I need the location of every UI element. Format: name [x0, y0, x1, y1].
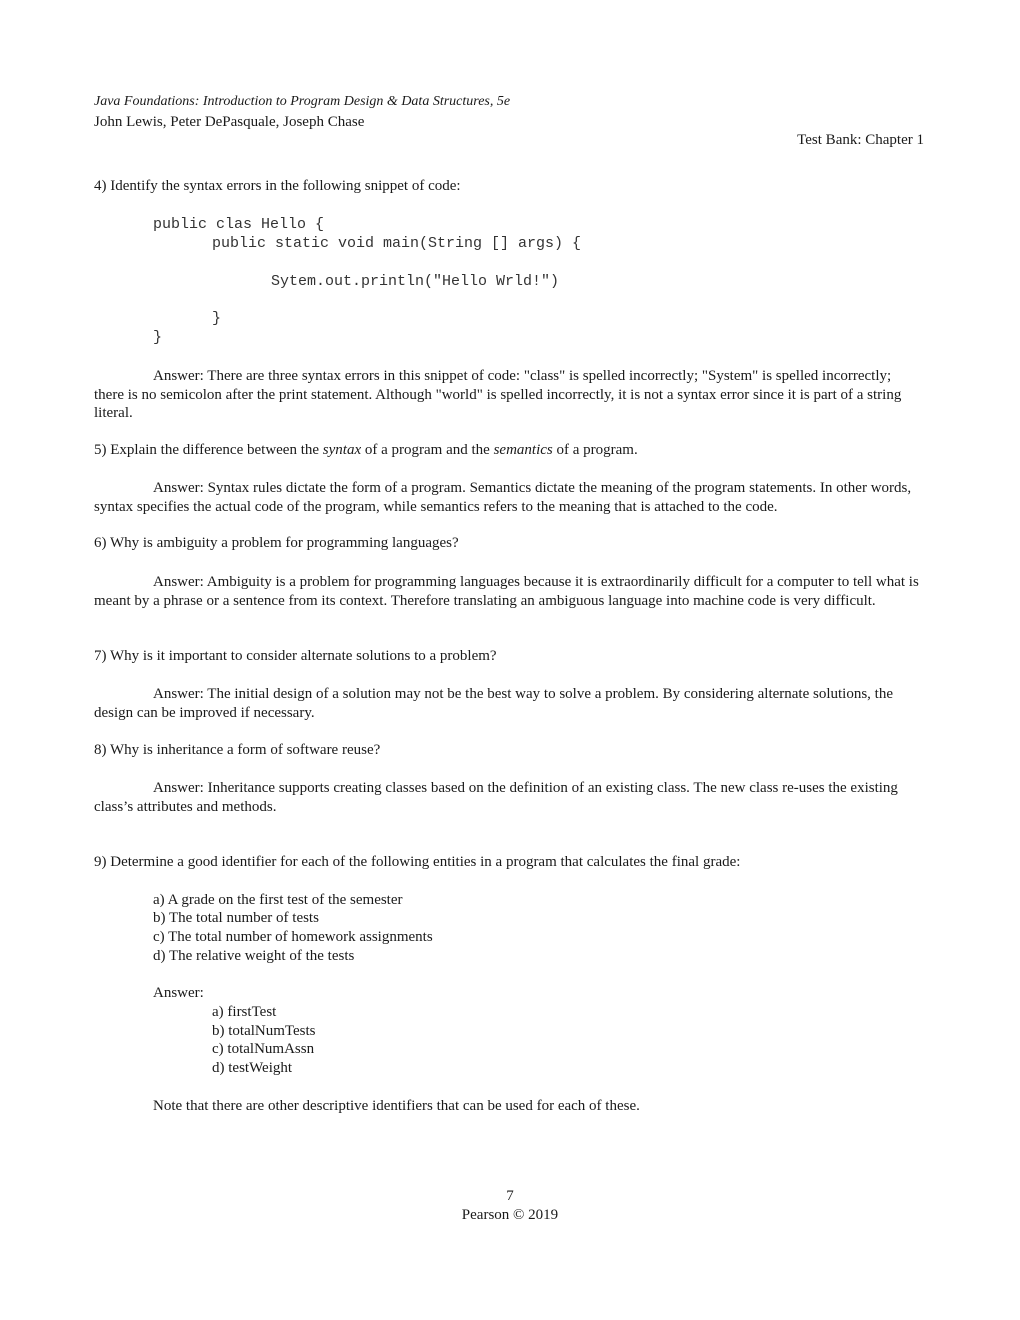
question-4: 4) Identify the syntax errors in the following snippet of code:	[94, 178, 461, 194]
copyright: Pearson © 2019	[461, 1207, 559, 1223]
term-semantics: semantics	[493, 442, 553, 458]
code-line-3: Sytem.out.println("Hello Wrld!")	[271, 273, 560, 290]
list-item: c) The total number of homework assignments	[153, 929, 433, 945]
question-5-mid: of a program and the	[361, 442, 494, 458]
book-title: Java Foundations: Introduction to Program Design & Data Structures, 5e	[94, 94, 511, 109]
answer-8: Answer: Inheritance supports creating classes based on the definition of an existing class. The new class re-uses the existing class’s attributes and methods.	[94, 780, 898, 815]
section-label: Test Bank: Chapter 1	[797, 132, 924, 148]
list-item: d) The relative weight of the tests	[153, 948, 355, 964]
code-line-2: public static void main(String [] args) {	[212, 235, 582, 252]
question-5-pre: 5) Explain the difference between the	[94, 442, 323, 458]
question-5-post: of a program.	[552, 442, 638, 458]
code-line-1: public clas Hello {	[153, 216, 325, 233]
list-item: b) The total number of tests	[153, 910, 319, 926]
answer-9-label: Answer:	[153, 985, 204, 1001]
question-5	[94, 442, 638, 459]
answer-9-note: Note that there are other descriptive identifiers that can be used for each of these.	[153, 1098, 640, 1114]
answer-4: Answer: There are three syntax errors in this snippet of code: "class" is spelled incorrectly; "System" is spelled incorrectly; there is no semicolon after the print statement. Although "world" is spelled incorrectly, it is not a syntax error since it is part of a string literal.	[94, 368, 902, 422]
answer-item: a) firstTest	[212, 1004, 277, 1020]
page-number: 7	[506, 1188, 514, 1204]
question-7: 7) Why is it important to consider alternate solutions to a problem?	[94, 648, 497, 664]
list-item: a) A grade on the first test of the semester	[153, 892, 403, 908]
answer-item: b) totalNumTests	[212, 1023, 316, 1039]
answer-item: d) testWeight	[212, 1060, 293, 1076]
code-line-4: }	[212, 310, 222, 327]
question-6: 6) Why is ambiguity a problem for programming languages?	[94, 535, 459, 551]
book-authors: John Lewis, Peter DePasquale, Joseph Chase	[94, 114, 365, 130]
answer-item: c) totalNumAssn	[212, 1041, 315, 1057]
answer-7: Answer: The initial design of a solution may not be the best way to solve a problem. By considering alternate solutions, the design can be improved if necessary.	[94, 686, 893, 721]
answer-6: Answer: Ambiguity is a problem for programming languages because it is extraordinarily difficult for a computer to tell what is meant by a phrase or a sentence from its context. Therefore translating an ambiguous language into machine code is very difficult.	[94, 574, 919, 609]
question-8: 8) Why is inheritance a form of software reuse?	[94, 742, 381, 758]
code-line-5: }	[153, 329, 163, 346]
answer-5: Answer: Syntax rules dictate the form of a program. Semantics dictate the meaning of the program statements. In other words, syntax specifies the actual code of the program, while semantics refers to the meaning that is attached to the code.	[94, 480, 912, 515]
question-9: 9) Determine a good identifier for each of the following entities in a program that calculates the final grade:	[94, 854, 741, 870]
term-syntax: syntax	[322, 442, 362, 458]
